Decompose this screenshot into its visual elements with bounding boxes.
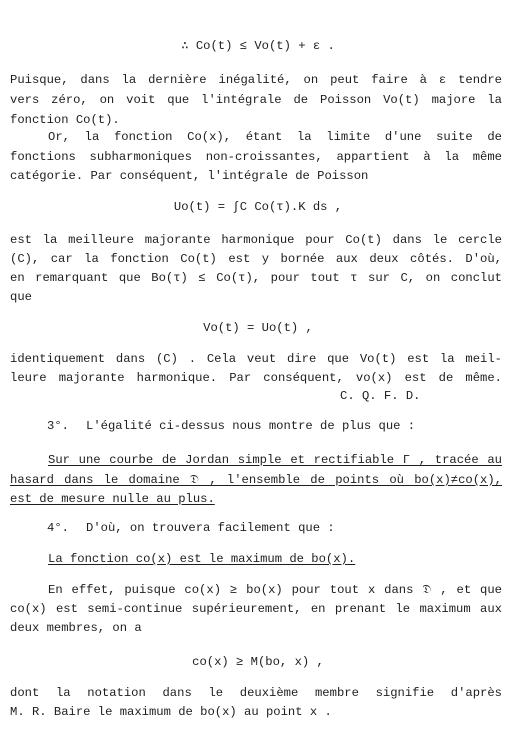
paragraph-2-line-2: fonctions subharmoniques non-croissantes, appartient à la même [10,150,502,164]
section-4-number: 4°. [47,521,69,535]
section-3-number: 3°. [47,419,69,433]
paragraph-4-line-2: leure majorante harmonique. Par conséquent, vo(x) est de même. [10,371,502,385]
paragraph-3-line-2: (C), car la fonction Co(t) est y bornée aux deux côtés. D'où, [10,252,502,266]
section-4-statement: La fonction co(x) est le maximum de bo(x). [48,552,356,566]
conclusion-line-2: M. R. Baire le maximum de bo(x) au point x . [10,705,332,719]
formula-poisson-integral: Uo(t) = ∫C Co(τ).K ds , [173,200,343,214]
paragraph-2-line-3: catégorie. Par conséquent, l'intégrale de Poisson [10,169,369,183]
conclusion-line-1: dont la notation dans le deuxième membre signifie d'après [10,686,502,700]
section-3-intro: L'égalité ci-dessus nous montre de plus que : [86,419,416,433]
section-3-statement-line-1: Sur une courbe de Jordan simple et rectifiable Γ , tracée au [48,453,502,467]
paragraph-3-line-4: que [10,290,32,304]
paragraph-2-line-1: Or, la fonction Co(x), étant la limite d'une suite de [48,130,502,144]
paragraph-1-line-2: vers zéro, on voit que l'intégrale de Poisson Vo(t) majore la [10,93,502,107]
section-4-intro: D'où, on trouvera facilement que : [86,521,335,535]
paragraph-3-line-1: est la meilleure majorante harmonique pour Co(t) dans le cercle [10,233,502,247]
paragraph-4-line-1: identiquement dans (C) . Cela veut dire que Vo(t) est la meil- [10,352,502,366]
paragraph-3-line-3: en remarquant que Bo(τ) ≤ Co(τ), pour tout τ sur C, on conclut [10,271,502,285]
paragraph-1-line-1: Puisque, dans la dernière inégalité, on peut faire à ε tendre [10,73,502,87]
formula-inequality: ∴ Co(t) ≤ Vo(t) + ε . [181,39,335,53]
formula-maximum: co(x) ≥ M(bo, x) , [192,655,324,669]
section-4-paragraph-line-2: co(x) est semi-continue supérieurement, en prenant le maximum aux [10,602,502,616]
formula-v-equals-u: Vo(t) = Uo(t) , [203,321,313,335]
section-3-statement-line-2: hasard dans le domaine 𝔇 , l'ensemble de points où bo(x)≠co(x), [10,473,502,487]
section-4-paragraph-line-1: En effet, puisque co(x) ≥ bo(x) pour tout x dans 𝔇 , et que [48,583,502,597]
qfd-mark: C. Q. F. D. [340,389,421,403]
section-4-paragraph-line-3: deux membres, on a [10,621,142,635]
section-3-statement-line-3: est de mesure nulle au plus. [10,492,215,506]
paragraph-1-line-3: fonction Co(t). [10,113,120,127]
